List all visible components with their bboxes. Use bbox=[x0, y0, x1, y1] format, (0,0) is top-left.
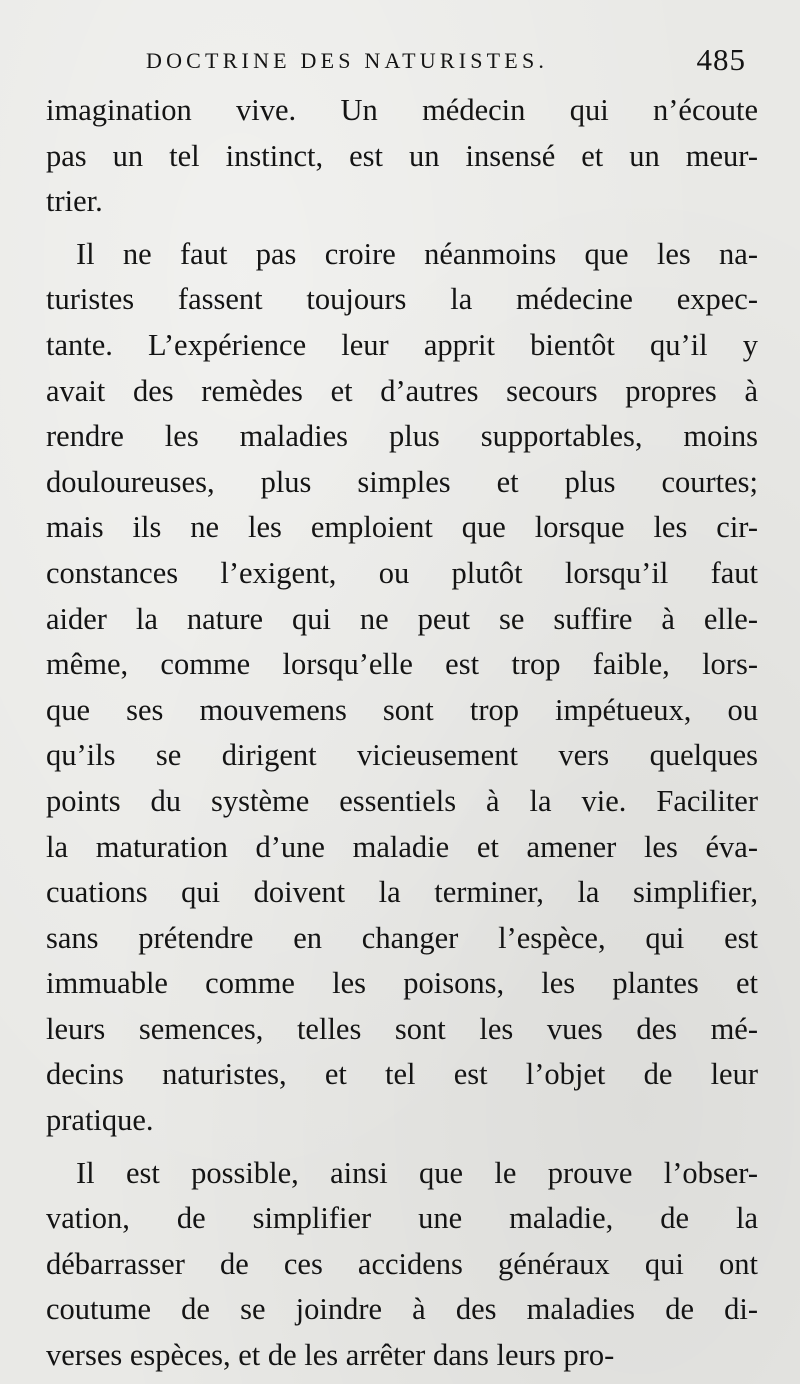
text-line: pas un tel instinct, est un insensé et un meur- bbox=[46, 138, 758, 173]
text-line: pratique. bbox=[46, 1103, 154, 1138]
text-line: sans prétendre en changer l’espèce, qui est bbox=[46, 920, 758, 955]
text-line: verses espèces, et de les arrêter dans leurs pro- bbox=[46, 1338, 615, 1373]
text-line: coutume de se joindre à des maladies de di- bbox=[46, 1292, 758, 1327]
text-line: decins naturistes, et tel est l’objet de leur bbox=[46, 1057, 758, 1092]
text-line: douloureuses, plus simples et plus courtes; bbox=[46, 464, 758, 499]
text-line: avait des remèdes et d’autres secours propres à bbox=[46, 373, 758, 408]
text-line: la maturation d’une maladie et amener les éva- bbox=[46, 829, 758, 864]
text-line: rendre les maladies plus supportables, moins bbox=[46, 419, 758, 454]
text-line: leurs semences, telles sont les vues des mé- bbox=[46, 1011, 758, 1046]
paragraph bbox=[46, 1151, 758, 1379]
running-head bbox=[146, 44, 746, 78]
paragraph bbox=[46, 88, 758, 225]
text-line: points du système essentiels à la vie. Faciliter bbox=[46, 783, 758, 818]
text-line: trier. bbox=[46, 184, 103, 219]
text-line: Il est possible, ainsi que le prouve l’obser- bbox=[76, 1155, 758, 1190]
text-line: que ses mouvemens sont trop impétueux, ou bbox=[46, 692, 758, 727]
body-text bbox=[46, 88, 758, 1379]
text-line: tante. L’expérience leur apprit bientôt qu’il y bbox=[46, 327, 758, 362]
text-line: même, comme lorsqu’elle est trop faible, lors- bbox=[46, 647, 758, 682]
text-line: turistes fassent toujours la médecine expec- bbox=[46, 282, 758, 317]
page-number: 485 bbox=[696, 42, 746, 77]
text-line: qu’ils se dirigent vicieusement vers quelques bbox=[46, 738, 758, 773]
text-line: aider la nature qui ne peut se suffire à elle- bbox=[46, 601, 758, 636]
text-line: constances l’exigent, ou plutôt lorsqu’il faut bbox=[46, 555, 758, 590]
text-line: débarrasser de ces accidens généraux qui ont bbox=[46, 1246, 758, 1281]
text-line: imagination vive. Un médecin qui n’écoute bbox=[46, 93, 758, 127]
running-title: DOCTRINE DES NATURISTES. bbox=[146, 48, 549, 73]
text-line: mais ils ne les emploient que lorsque les cir- bbox=[46, 510, 758, 545]
text-line: vation, de simplifier une maladie, de la bbox=[46, 1201, 758, 1236]
text-line: immuable comme les poisons, les plantes et bbox=[46, 966, 758, 1001]
text-line: Il ne faut pas croire néanmoins que les na- bbox=[76, 236, 758, 271]
paragraph bbox=[46, 232, 758, 1144]
text-line: cuations qui doivent la terminer, la simplifier, bbox=[46, 875, 758, 910]
